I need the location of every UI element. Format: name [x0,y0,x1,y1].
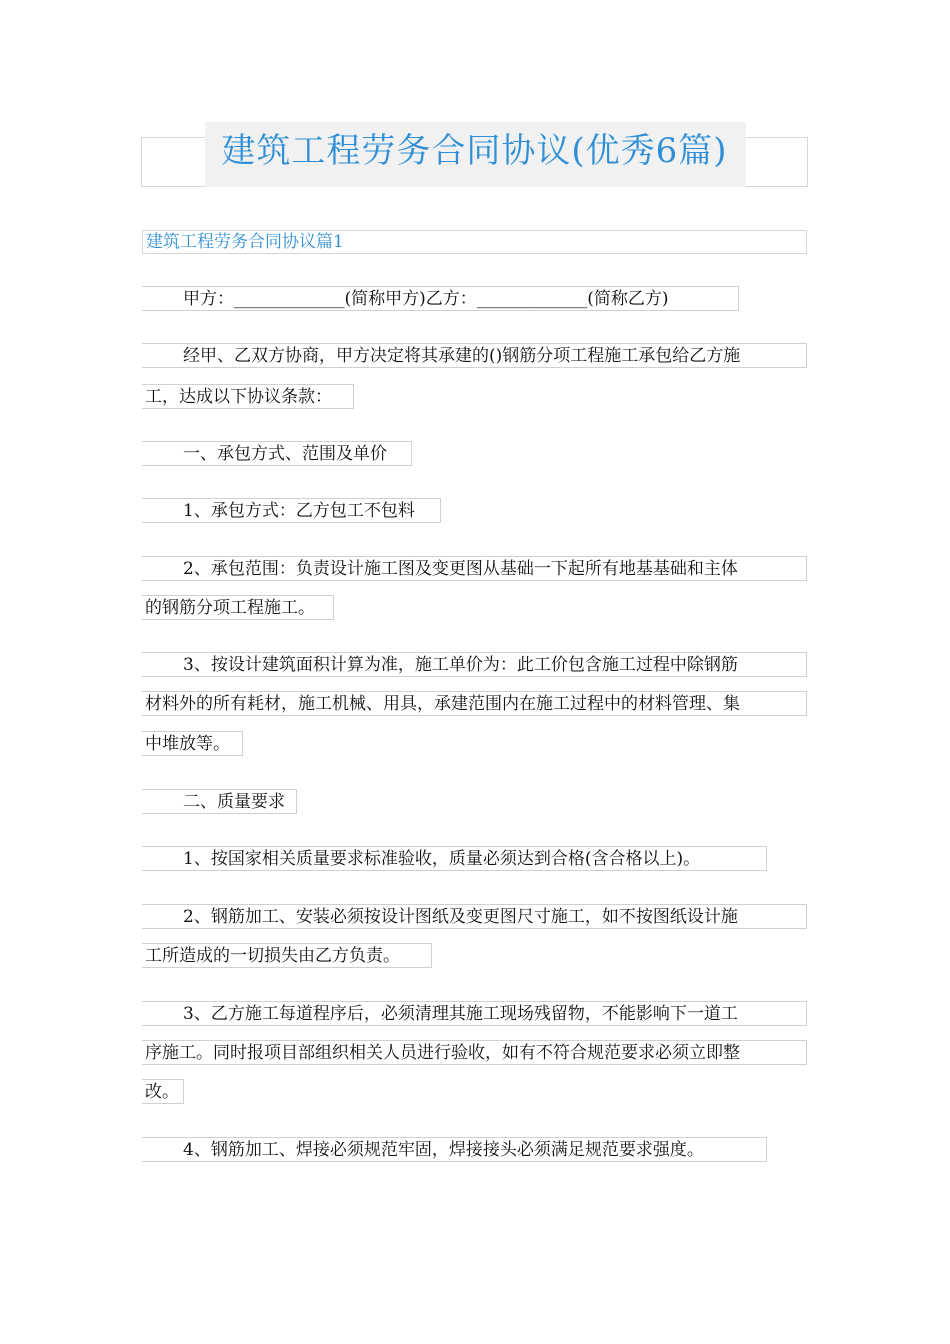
document-title: 建筑工程劳务合同协议(优秀6篇) [221,131,728,171]
paragraph-line: 经甲、乙双方协商，甲方决定将其承建的()钢筋分项工程施工承包给乙方施 [142,343,807,368]
paragraph-line: 甲方：_____________(简称甲方)乙方：_____________(简称乙方) [142,286,739,311]
paragraph-line: 2、钢筋加工、安装必须按设计图纸及变更图尺寸施工，如不按图纸设计施 [142,904,807,929]
paragraph-line: 3、按设计建筑面积计算为准，施工单价为：此工价包含施工过程中除钢筋 [142,652,807,677]
paragraph-line: 3、乙方施工每道程序后，必须清理其施工现场残留物，不能影响下一道工 [142,1001,807,1026]
paragraph-line: 4、钢筋加工、焊接必须规范牢固，焊接接头必须满足规范要求强度。 [142,1137,767,1162]
paragraph-line: 材料外的所有耗材，施工机械、用具，承建范围内在施工过程中的材料管理、集 [142,691,807,716]
paragraph-line: 1、按国家相关质量要求标准验收，质量必须达到合格(含合格以上)。 [142,846,767,871]
section-title: 二、质量要求 [142,789,297,814]
section-title: 一、承包方式、范围及单价 [142,441,412,466]
paragraph-line: 序施工。同时报项目部组织相关人员进行验收，如有不符合规范要求必须立即整 [142,1040,807,1065]
section-heading: 建筑工程劳务合同协议篇1 [142,230,807,254]
paragraph-line: 中堆放等。 [142,731,243,756]
paragraph-line: 工所造成的一切损失由乙方负责。 [142,943,432,968]
paragraph-line: 工，达成以下协议条款： [142,384,354,409]
paragraph-line: 1、承包方式：乙方包工不包料 [142,498,441,523]
paragraph-line: 的钢筋分项工程施工。 [142,595,334,620]
paragraph-line: 2、承包范围：负责设计施工图及变更图从基础一下起所有地基基础和主体 [142,556,807,581]
paragraph-line: 改。 [142,1079,184,1104]
